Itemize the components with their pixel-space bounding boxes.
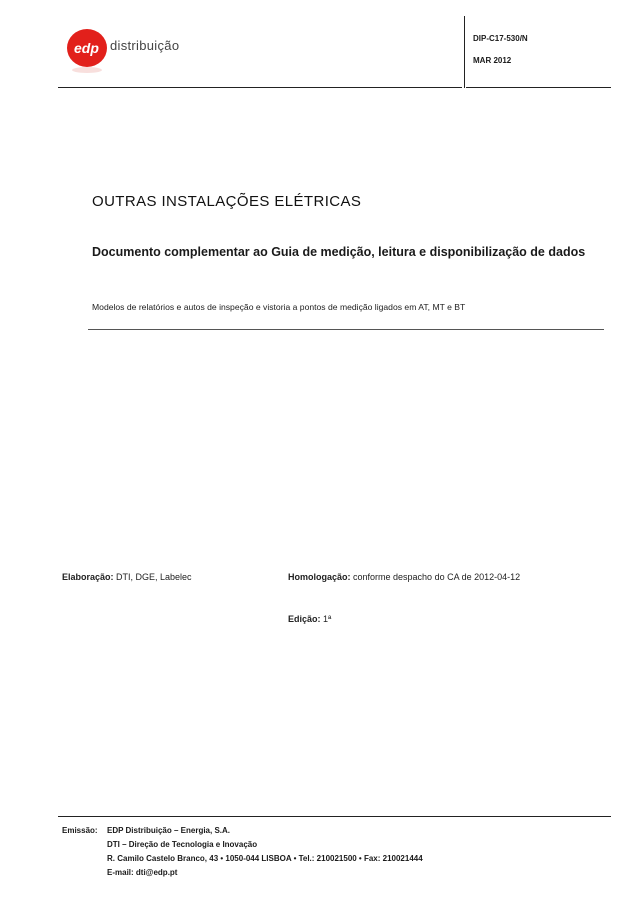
elaboracao xyxy=(62,572,192,582)
footer-company: EDP Distribuição – Energia, S.A. xyxy=(107,826,230,835)
document-description: Modelos de relatórios e autos de inspeção e vistoria a pontos de medição ligados em AT, MT e BT xyxy=(92,302,466,312)
footer-email: E-mail: dti@edp.pt xyxy=(107,868,178,877)
elaboracao-value: DTI, DGE, Labelec xyxy=(113,572,192,582)
document-date: MAR 2012 xyxy=(473,56,512,65)
header-rule-right xyxy=(466,87,611,88)
header-divider xyxy=(464,16,465,88)
edicao-value: 1ª xyxy=(320,614,332,624)
document-code: DIP-C17-530/N xyxy=(473,34,528,43)
document-title: OUTRAS INSTALAÇÕES ELÉTRICAS xyxy=(92,193,362,210)
homologacao-value: conforme despacho do CA de 2012-04-12 xyxy=(350,572,521,582)
homologacao xyxy=(288,572,520,582)
header-rule xyxy=(58,87,462,88)
footer-department: DTI – Direção de Tecnologia e Inovação xyxy=(107,840,258,849)
logo-text: distribuição xyxy=(110,38,180,53)
footer-label: Emissão: xyxy=(62,826,98,835)
svg-text:edp: edp xyxy=(74,40,99,56)
homologacao-label: Homologação: xyxy=(288,572,351,582)
title-rule xyxy=(88,329,604,330)
edicao xyxy=(288,614,331,624)
edicao-label: Edição: xyxy=(288,614,321,624)
footer-address: R. Camilo Castelo Branco, 43 • 1050-044 LISBOA • Tel.: 210021500 • Fax: 210021444 xyxy=(107,854,423,863)
elaboracao-label: Elaboração: xyxy=(62,572,114,582)
document-subtitle: Documento complementar ao Guia de medição, leitura e disponibilização de dados xyxy=(92,245,586,259)
footer-rule xyxy=(58,816,611,817)
